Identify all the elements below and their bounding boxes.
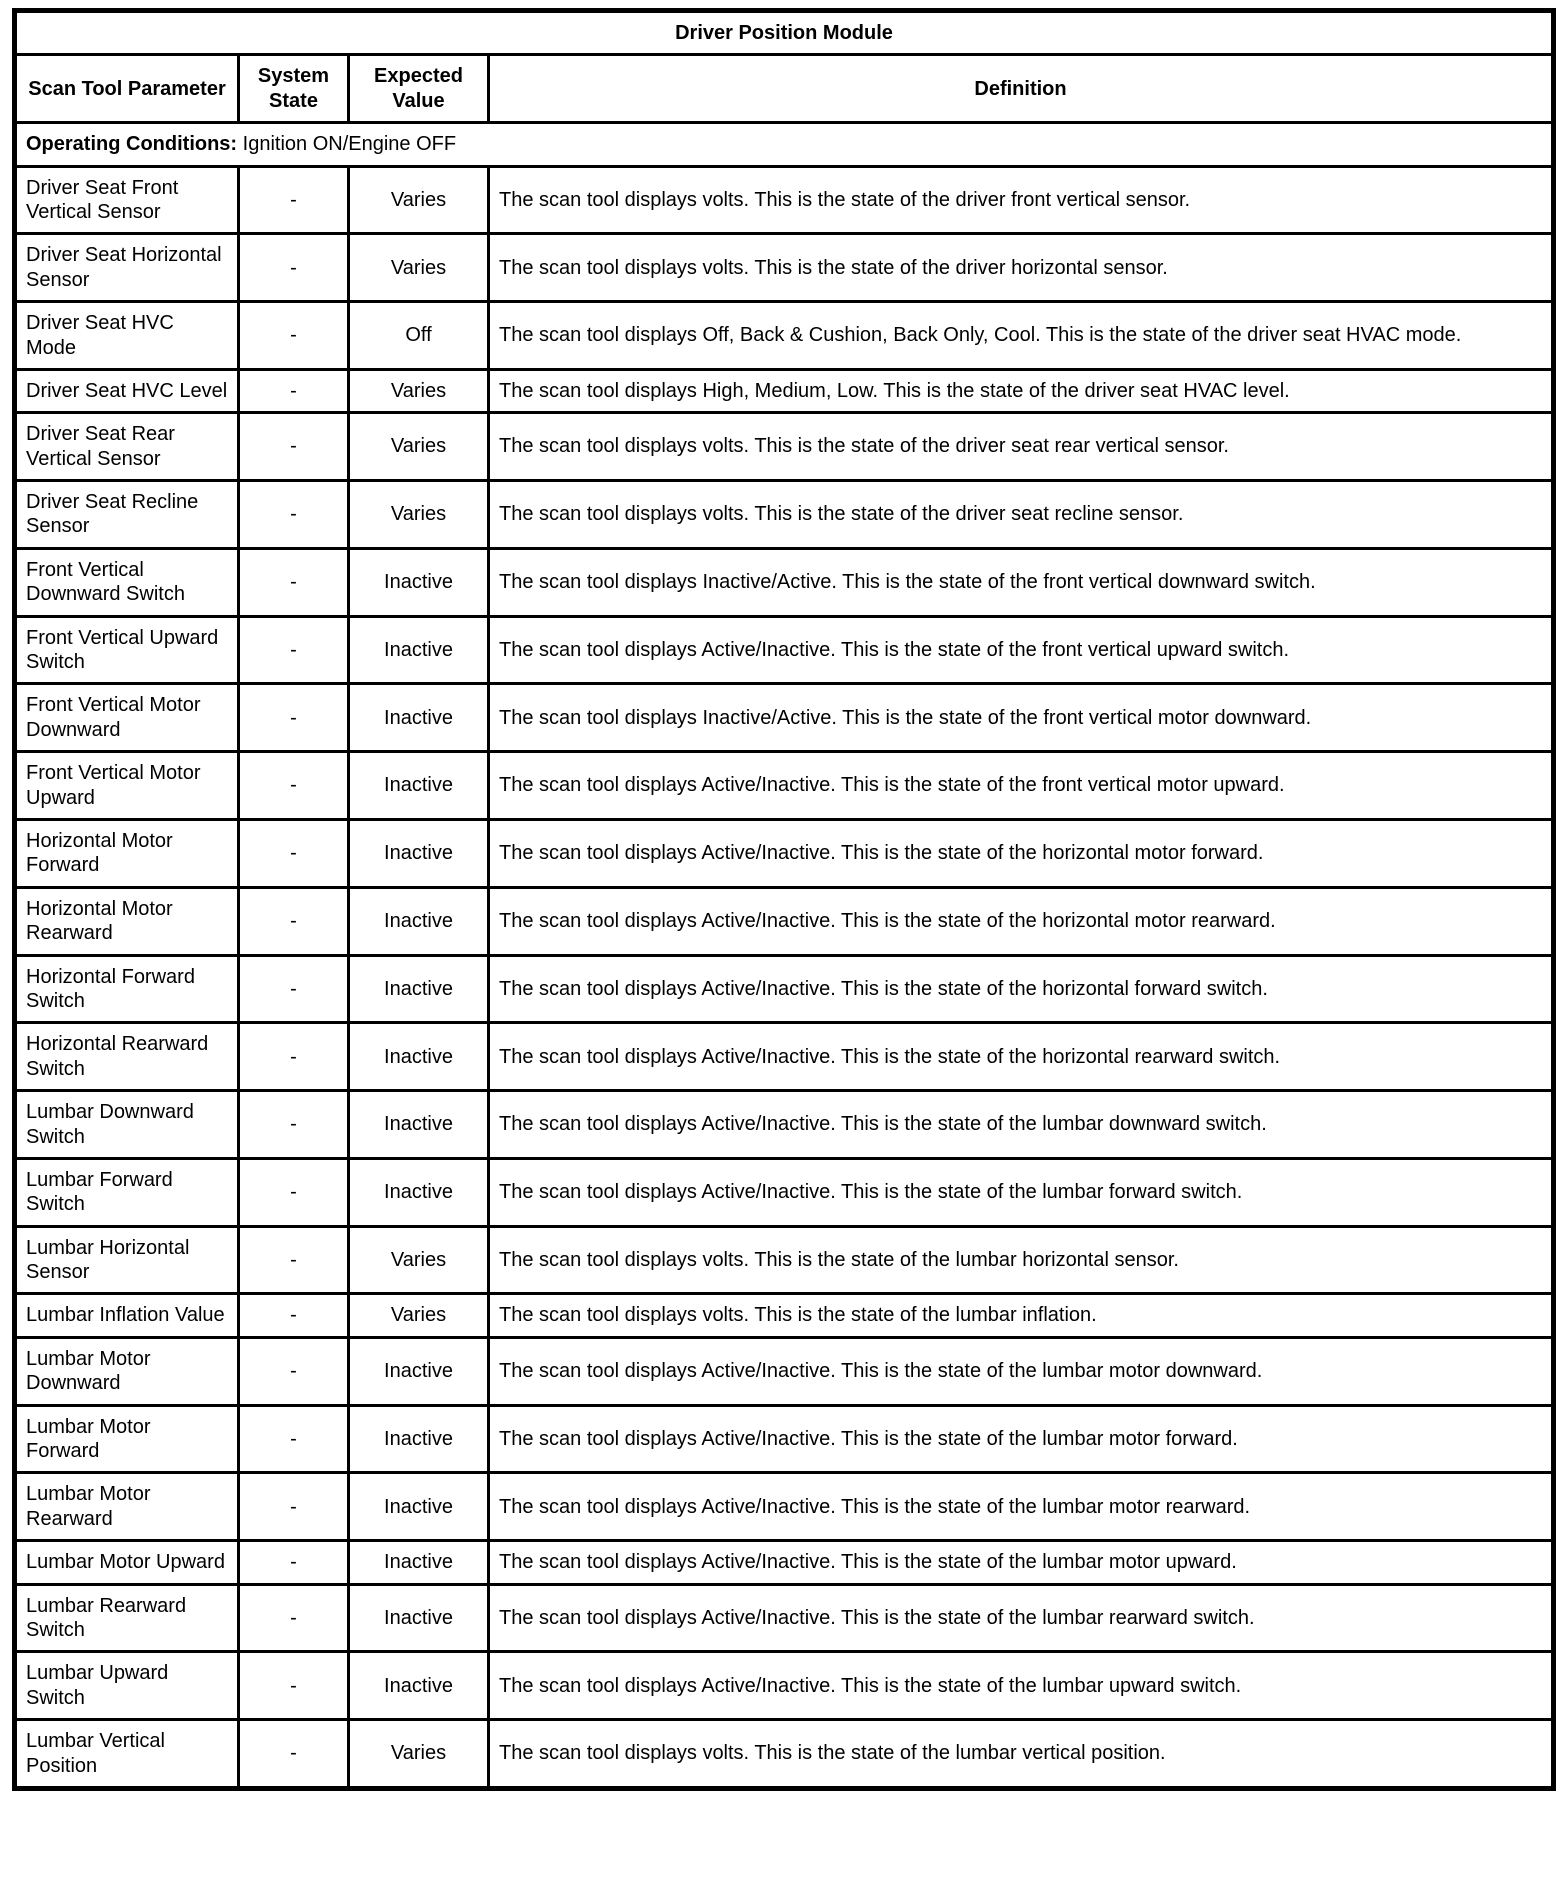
cell-system-state: - (239, 752, 349, 820)
table-row (15, 1584, 1554, 1652)
table-row (15, 955, 1554, 1023)
table-row (15, 234, 1554, 302)
operating-conditions-row (15, 123, 1554, 166)
cell-definition: The scan tool displays Inactive/Active. This is the state of the front vertical downward switch. (489, 548, 1554, 616)
table-title-row (15, 11, 1554, 55)
table-row (15, 166, 1554, 234)
cell-definition: The scan tool displays volts. This is the state of the driver seat recline sensor. (489, 481, 1554, 549)
cell-expected-value: Varies (349, 413, 489, 481)
table-row (15, 548, 1554, 616)
cell-expected-value: Inactive (349, 548, 489, 616)
cell-expected-value: Varies (349, 369, 489, 412)
table-row (15, 413, 1554, 481)
cell-definition: The scan tool displays Active/Inactive. This is the state of the lumbar motor rearward. (489, 1473, 1554, 1541)
col-header-system-state: System State (239, 55, 349, 123)
cell-scan-tool-parameter: Driver Seat Horizontal Sensor (15, 234, 239, 302)
cell-expected-value: Inactive (349, 1652, 489, 1720)
table-row (15, 1294, 1554, 1337)
operating-conditions-cell (15, 123, 1554, 166)
cell-expected-value: Varies (349, 1294, 489, 1337)
col-header-expected-value: Expected Value (349, 55, 489, 123)
table-title: Driver Position Module (15, 11, 1554, 55)
cell-system-state: - (239, 166, 349, 234)
table-row (15, 1541, 1554, 1584)
table-row (15, 1720, 1554, 1789)
cell-definition: The scan tool displays volts. This is the state of the lumbar inflation. (489, 1294, 1554, 1337)
table-row (15, 752, 1554, 820)
cell-scan-tool-parameter: Lumbar Forward Switch (15, 1158, 239, 1226)
col-header-scan-tool-parameter: Scan Tool Parameter (15, 55, 239, 123)
cell-scan-tool-parameter: Front Vertical Motor Upward (15, 752, 239, 820)
cell-expected-value: Inactive (349, 616, 489, 684)
table-row (15, 1226, 1554, 1294)
cell-scan-tool-parameter: Lumbar Rearward Switch (15, 1584, 239, 1652)
cell-expected-value: Varies (349, 1226, 489, 1294)
cell-system-state: - (239, 684, 349, 752)
cell-system-state: - (239, 369, 349, 412)
cell-system-state: - (239, 302, 349, 370)
cell-system-state: - (239, 1091, 349, 1159)
cell-scan-tool-parameter: Horizontal Motor Forward (15, 819, 239, 887)
cell-definition: The scan tool displays High, Medium, Low. This is the state of the driver seat HVAC level. (489, 369, 1554, 412)
cell-scan-tool-parameter: Horizontal Forward Switch (15, 955, 239, 1023)
table-row (15, 481, 1554, 549)
cell-scan-tool-parameter: Lumbar Upward Switch (15, 1652, 239, 1720)
table-row (15, 1652, 1554, 1720)
cell-expected-value: Inactive (349, 1541, 489, 1584)
cell-scan-tool-parameter: Driver Seat HVC Mode (15, 302, 239, 370)
cell-definition: The scan tool displays volts. This is the state of the driver horizontal sensor. (489, 234, 1554, 302)
table-body (15, 166, 1554, 1788)
cell-scan-tool-parameter: Lumbar Motor Downward (15, 1337, 239, 1405)
cell-scan-tool-parameter: Front Vertical Downward Switch (15, 548, 239, 616)
cell-system-state: - (239, 1473, 349, 1541)
cell-definition: The scan tool displays volts. This is the state of the lumbar vertical position. (489, 1720, 1554, 1789)
cell-definition: The scan tool displays volts. This is the state of the lumbar horizontal sensor. (489, 1226, 1554, 1294)
cell-expected-value: Inactive (349, 1584, 489, 1652)
cell-definition: The scan tool displays Inactive/Active. This is the state of the front vertical motor downward. (489, 684, 1554, 752)
cell-definition: The scan tool displays Off, Back & Cushion, Back Only, Cool. This is the state of the driver seat HVAC mode. (489, 302, 1554, 370)
table-row (15, 684, 1554, 752)
cell-scan-tool-parameter: Lumbar Downward Switch (15, 1091, 239, 1159)
cell-system-state: - (239, 887, 349, 955)
cell-expected-value: Varies (349, 481, 489, 549)
cell-scan-tool-parameter: Driver Seat Front Vertical Sensor (15, 166, 239, 234)
cell-definition: The scan tool displays Active/Inactive. This is the state of the lumbar motor downward. (489, 1337, 1554, 1405)
cell-expected-value: Inactive (349, 1473, 489, 1541)
driver-position-module-table (12, 8, 1556, 1791)
cell-definition: The scan tool displays Active/Inactive. This is the state of the horizontal motor rearward. (489, 887, 1554, 955)
cell-scan-tool-parameter: Driver Seat Rear Vertical Sensor (15, 413, 239, 481)
cell-system-state: - (239, 1720, 349, 1789)
table-row (15, 1337, 1554, 1405)
table-header-row (15, 55, 1554, 123)
cell-expected-value: Inactive (349, 819, 489, 887)
cell-definition: The scan tool displays Active/Inactive. This is the state of the horizontal forward switch. (489, 955, 1554, 1023)
table-row (15, 1091, 1554, 1159)
cell-expected-value: Varies (349, 1720, 489, 1789)
cell-expected-value: Inactive (349, 1158, 489, 1226)
cell-definition: The scan tool displays Active/Inactive. This is the state of the lumbar motor forward. (489, 1405, 1554, 1473)
cell-system-state: - (239, 234, 349, 302)
cell-scan-tool-parameter: Lumbar Horizontal Sensor (15, 1226, 239, 1294)
cell-system-state: - (239, 1405, 349, 1473)
cell-system-state: - (239, 955, 349, 1023)
cell-system-state: - (239, 1541, 349, 1584)
cell-definition: The scan tool displays Active/Inactive. This is the state of the lumbar upward switch. (489, 1652, 1554, 1720)
cell-definition: The scan tool displays Active/Inactive. This is the state of the lumbar rearward switch. (489, 1584, 1554, 1652)
operating-conditions-value: Ignition ON/Engine OFF (237, 133, 457, 156)
cell-scan-tool-parameter: Driver Seat HVC Level (15, 369, 239, 412)
cell-scan-tool-parameter: Lumbar Vertical Position (15, 1720, 239, 1789)
cell-expected-value: Inactive (349, 1405, 489, 1473)
cell-expected-value: Inactive (349, 1091, 489, 1159)
cell-expected-value: Varies (349, 166, 489, 234)
cell-definition: The scan tool displays Active/Inactive. This is the state of the horizontal rearward switch. (489, 1023, 1554, 1091)
table-row (15, 887, 1554, 955)
table-row (15, 1158, 1554, 1226)
table-row (15, 369, 1554, 412)
table-row (15, 1023, 1554, 1091)
cell-system-state: - (239, 1158, 349, 1226)
cell-scan-tool-parameter: Lumbar Inflation Value (15, 1294, 239, 1337)
cell-scan-tool-parameter: Lumbar Motor Forward (15, 1405, 239, 1473)
cell-expected-value: Inactive (349, 752, 489, 820)
cell-definition: The scan tool displays Active/Inactive. This is the state of the horizontal motor forward. (489, 819, 1554, 887)
cell-system-state: - (239, 1337, 349, 1405)
cell-definition: The scan tool displays Active/Inactive. This is the state of the front vertical motor upward. (489, 752, 1554, 820)
cell-definition: The scan tool displays Active/Inactive. This is the state of the front vertical upward switch. (489, 616, 1554, 684)
cell-system-state: - (239, 1652, 349, 1720)
cell-system-state: - (239, 819, 349, 887)
cell-system-state: - (239, 1023, 349, 1091)
cell-scan-tool-parameter: Driver Seat Recline Sensor (15, 481, 239, 549)
cell-system-state: - (239, 616, 349, 684)
cell-scan-tool-parameter: Horizontal Motor Rearward (15, 887, 239, 955)
cell-definition: The scan tool displays volts. This is the state of the driver seat rear vertical sensor. (489, 413, 1554, 481)
cell-scan-tool-parameter: Lumbar Motor Rearward (15, 1473, 239, 1541)
cell-expected-value: Inactive (349, 1337, 489, 1405)
table-row (15, 616, 1554, 684)
cell-definition: The scan tool displays Active/Inactive. This is the state of the lumbar motor upward. (489, 1541, 1554, 1584)
cell-definition: The scan tool displays Active/Inactive. This is the state of the lumbar forward switch. (489, 1158, 1554, 1226)
table-row (15, 1405, 1554, 1473)
cell-expected-value: Inactive (349, 1023, 489, 1091)
table-row (15, 1473, 1554, 1541)
cell-system-state: - (239, 1294, 349, 1337)
cell-expected-value: Inactive (349, 955, 489, 1023)
cell-definition: The scan tool displays volts. This is the state of the driver front vertical sensor. (489, 166, 1554, 234)
cell-scan-tool-parameter: Horizontal Rearward Switch (15, 1023, 239, 1091)
cell-definition: The scan tool displays Active/Inactive. This is the state of the lumbar downward switch. (489, 1091, 1554, 1159)
cell-scan-tool-parameter: Lumbar Motor Upward (15, 1541, 239, 1584)
cell-scan-tool-parameter: Front Vertical Motor Downward (15, 684, 239, 752)
cell-system-state: - (239, 1226, 349, 1294)
cell-expected-value: Varies (349, 234, 489, 302)
cell-expected-value: Inactive (349, 887, 489, 955)
cell-scan-tool-parameter: Front Vertical Upward Switch (15, 616, 239, 684)
cell-expected-value: Off (349, 302, 489, 370)
table-row (15, 819, 1554, 887)
cell-system-state: - (239, 548, 349, 616)
cell-expected-value: Inactive (349, 684, 489, 752)
cell-system-state: - (239, 1584, 349, 1652)
cell-system-state: - (239, 481, 349, 549)
cell-system-state: - (239, 413, 349, 481)
operating-conditions-label: Operating Conditions: (26, 133, 238, 156)
col-header-definition: Definition (489, 55, 1554, 123)
table-row (15, 302, 1554, 370)
